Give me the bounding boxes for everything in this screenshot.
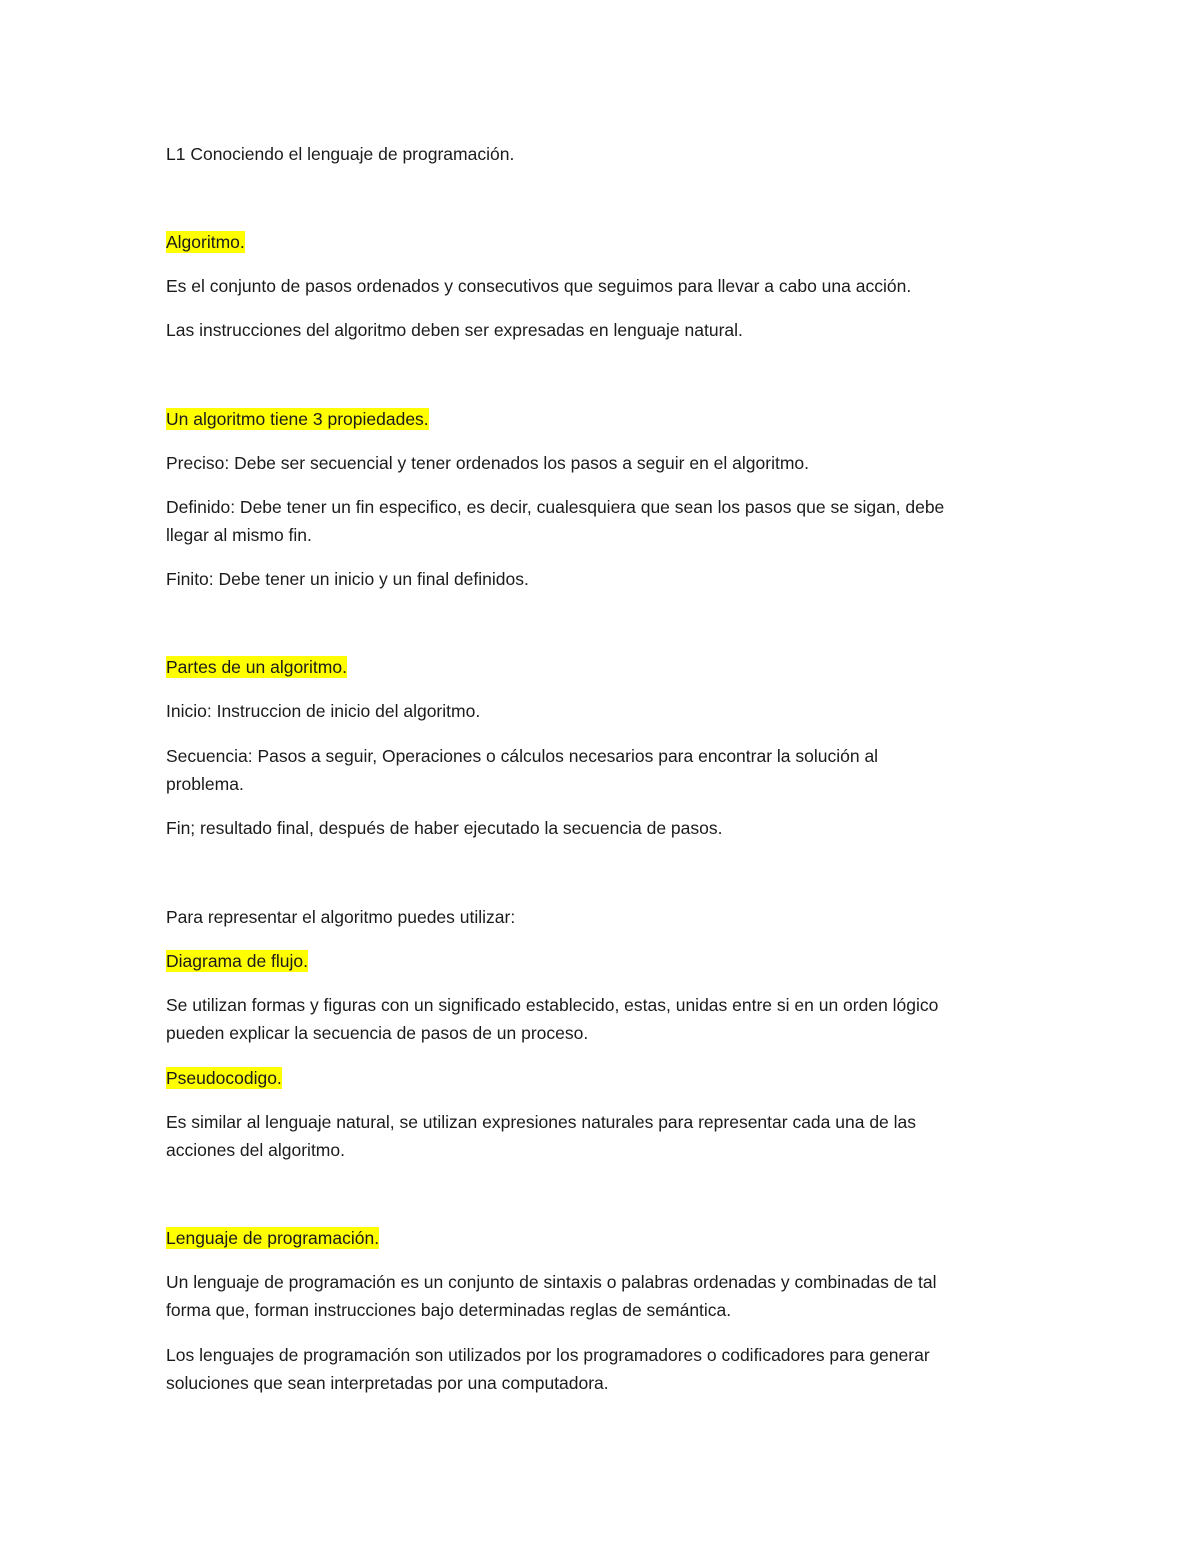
algoritmo-instructions: Las instrucciones del algoritmo deben ser expresadas en lenguaje natural. (166, 320, 743, 340)
heading-pseudocodigo (166, 1064, 1046, 1092)
diagrama-line-1: Se utilizan formas y figuras con un significado establecido, estas, unidas entre si en un orden lógico (166, 995, 939, 1015)
lenguaje-p1-line-1: Un lenguaje de programación es un conjunto de sintaxis o palabras ordenadas y combinadas de tal (166, 1272, 937, 1292)
lenguaje-p1-line-2: forma que, forman instrucciones bajo determinadas reglas de semántica. (166, 1300, 732, 1320)
pseudocodigo-line-2: acciones del algoritmo. (166, 1140, 345, 1160)
algoritmo-definition: Es el conjunto de pasos ordenados y consecutivos que seguimos para llevar a cabo una acción. (166, 276, 912, 296)
lenguaje-p2-line-2: soluciones que sean interpretadas por una computadora. (166, 1373, 609, 1393)
highlighted-heading: Diagrama de flujo. (166, 951, 309, 971)
highlighted-heading: Lenguaje de programación. (166, 1228, 380, 1248)
propiedad-definido-line-1: Definido: Debe tener un fin especifico, es decir, cualesquiera que sean los pasos que se sigan, debe (166, 497, 945, 517)
parte-fin: Fin; resultado final, después de haber ejecutado la secuencia de pasos. (166, 818, 723, 838)
highlighted-heading: Pseudocodigo. (166, 1068, 282, 1088)
propiedad-finito: Finito: Debe tener un inicio y un final definidos. (166, 569, 529, 589)
propiedad-preciso: Preciso: Debe ser secuencial y tener ordenados los pasos a seguir en el algoritmo. (166, 453, 809, 473)
heading-lenguaje (166, 1224, 1046, 1252)
highlighted-heading: Un algoritmo tiene 3 propiedades. (166, 409, 429, 429)
lenguaje-p2-line-1: Los lenguajes de programación son utilizados por los programadores o codificadores para generar (166, 1345, 930, 1365)
pseudocodigo-line-1: Es similar al lenguaje natural, se utilizan expresiones naturales para representar cada una de las (166, 1112, 917, 1132)
representar-intro: Para representar el algoritmo puedes utilizar: (166, 907, 516, 927)
propiedad-definido-line-2: llegar al mismo fin. (166, 525, 312, 545)
parte-secuencia-line-2: problema. (166, 774, 244, 794)
heading-partes (166, 653, 1046, 681)
heading-diagrama (166, 947, 1046, 975)
highlighted-heading: Algoritmo. (166, 232, 245, 252)
highlighted-heading: Partes de un algoritmo. (166, 657, 347, 677)
parte-inicio: Inicio: Instruccion de inicio del algoritmo. (166, 701, 481, 721)
parte-secuencia-line-1: Secuencia: Pasos a seguir, Operaciones o cálculos necesarios para encontrar la solución al (166, 746, 879, 766)
heading-propiedades (166, 405, 1046, 433)
diagrama-line-2: pueden explicar la secuencia de pasos de un proceso. (166, 1023, 589, 1043)
document-title: L1 Conociendo el lenguaje de programación. (166, 144, 515, 164)
heading-algoritmo (166, 228, 1046, 256)
